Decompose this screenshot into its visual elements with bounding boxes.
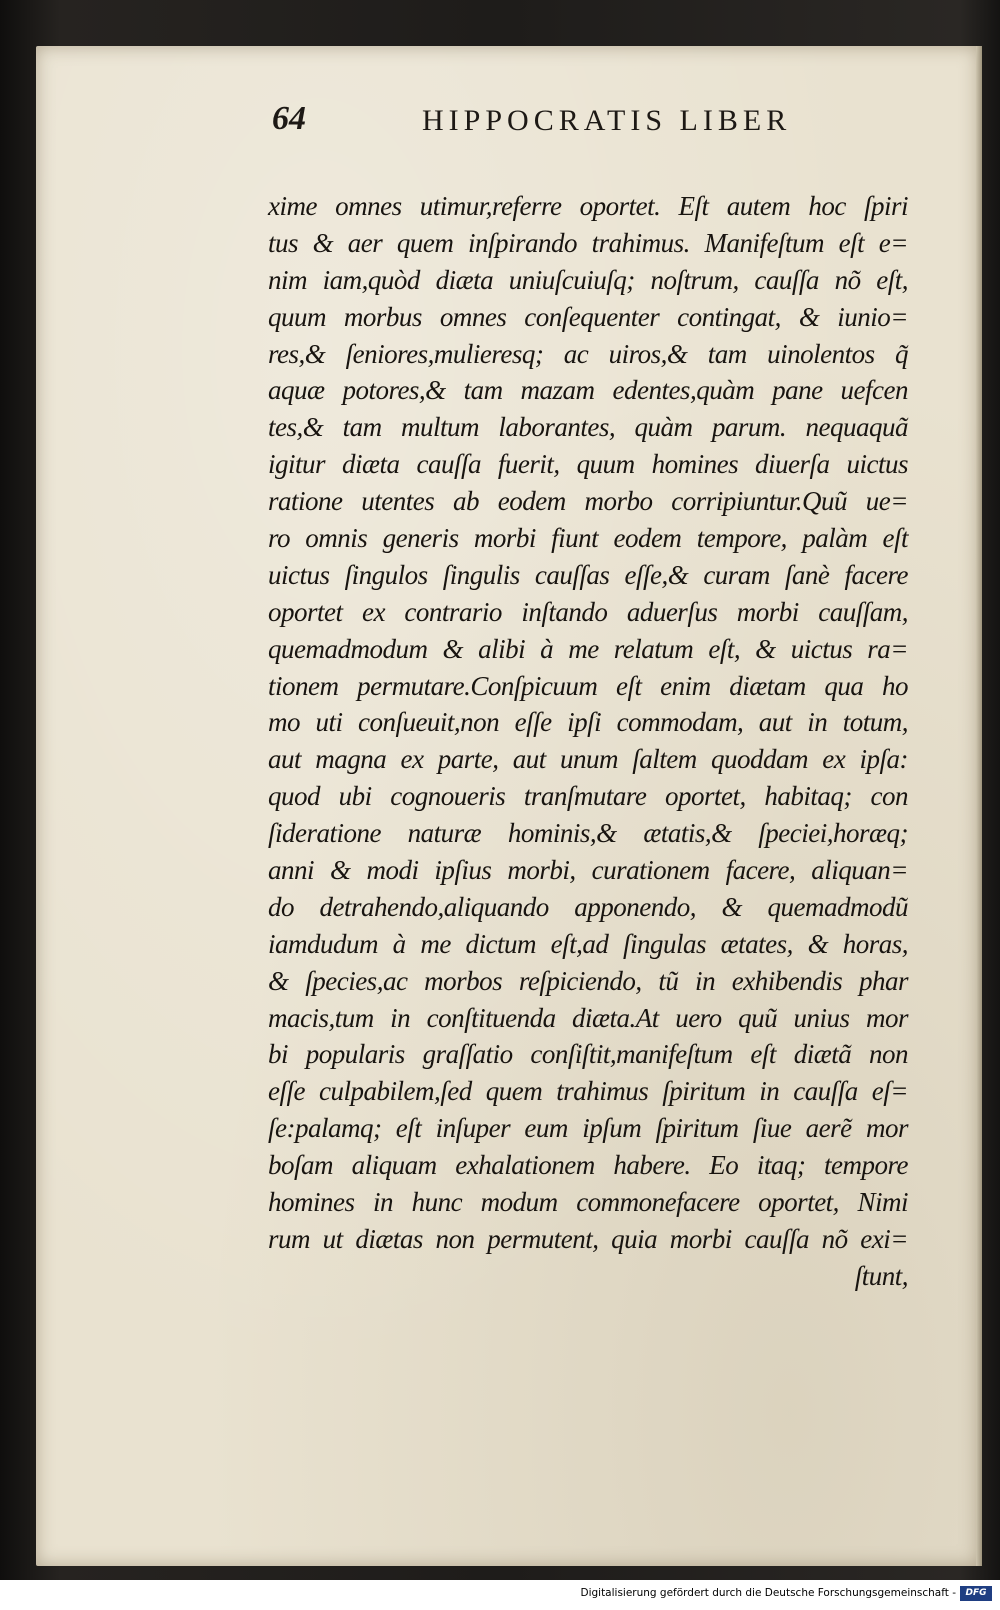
page-header	[232, 96, 792, 136]
text-line: tus & aer quem inſpirando trahimus. Manifeſtum eſt e=	[268, 227, 908, 258]
text-line: tionem permutare.Conſpicuum eſt enim diætam qua ho	[268, 670, 908, 701]
text-line: res,& ſeniores,mulieresq; ac uiros,& tam uinolentos q̃	[268, 338, 908, 369]
text-line: igitur diæta cauſſa fuerit, quum homines diuerſa uictus	[268, 449, 908, 480]
text-line: aquæ potores,& tam mazam edentes,quàm pane uefcen	[268, 375, 908, 406]
text-line: quum morbus omnes conſequenter contingat, & iunio=	[268, 301, 908, 332]
text-line: ſideratione naturæ hominis,& ætatis,& ſpeciei,horæq;	[268, 818, 908, 849]
text-line: mo uti conſueuit,non eſſe ipſi commodam, aut in totum,	[268, 707, 908, 738]
running-title: HIPPOCRATIS LIBER	[422, 104, 792, 137]
text-line: ro omnis generis morbi fiunt eodem tempore, palàm eſt	[268, 523, 908, 554]
text-line: quod ubi cognoueris tranſmutare oportet, habitaq; con	[268, 781, 908, 812]
text-line: & ſpecies,ac morbos reſpiciendo, tũ in exhibendis phar	[268, 965, 908, 996]
text-line: macis,tum in conſtituenda diæta.At uero quũ unius mor	[268, 1002, 908, 1033]
text-line: rum ut diætas non permutent, quia morbi cauſſa nõ exi=	[268, 1223, 908, 1254]
funding-credit: Digitalisierung gefördert durch die Deutsche Forschungsgemeinschaft -	[580, 1587, 956, 1599]
text-line: oportet ex contrario inſtando aduerſus morbi cauſſam,	[268, 596, 908, 627]
text-line: quemadmodum & alibi à me relatum eſt, & uictus ra=	[268, 633, 908, 664]
digitization-footer	[0, 1580, 1000, 1610]
text-line: nim iam,quòd diæta uniuſcuiuſq; noſtrum, cauſſa nõ eſt,	[268, 264, 908, 295]
text-line: eſſe culpabilem,ſed quem trahimus ſpiritum in cauſſa eſ=	[268, 1076, 908, 1107]
text-line: bi popularis graſſatio conſiſtit,manifeſtum eſt diætã non	[268, 1039, 908, 1070]
text-line: iamdudum à me dictum eſt,ad ſingulas ætates, & horas,	[268, 928, 908, 959]
text-line: ratione utentes ab eodem morbo corripiuntur.Quũ ue=	[268, 486, 908, 517]
text-line: xime omnes utimur,referre oportet. Eſt autem hoc ſpiri	[268, 191, 908, 221]
text-line: homines in hunc modum commonefacere oportet, Nimi	[268, 1187, 908, 1218]
page-number: 64	[272, 100, 306, 137]
catchword: ſtunt,	[854, 1260, 908, 1291]
text-line: boſam aliquam exhalationem habere. Eo itaq; tempore	[268, 1150, 908, 1181]
text-line: do detrahendo,aliquando apponendo, & quemadmodũ	[268, 891, 908, 922]
text-line: uictus ſingulos ſingulis cauſſas eſſe,& curam ſanè facere	[268, 559, 908, 590]
text-line: tes,& tam multum laborantes, quàm parum. nequaquã	[268, 412, 908, 443]
text-line: ſe:palamq; eſt inſuper eum ipſum ſpiritum ſiue aerẽ mor	[268, 1113, 908, 1144]
text-line: anni & modi ipſius morbi, curationem facere, aliquan=	[268, 855, 908, 886]
dfg-logo-icon: DFG	[960, 1586, 992, 1601]
text-line: aut magna ex parte, aut unum ſaltem quoddam ex ipſa:	[268, 744, 908, 775]
body-text	[268, 188, 908, 1295]
page-edge	[976, 46, 982, 1566]
